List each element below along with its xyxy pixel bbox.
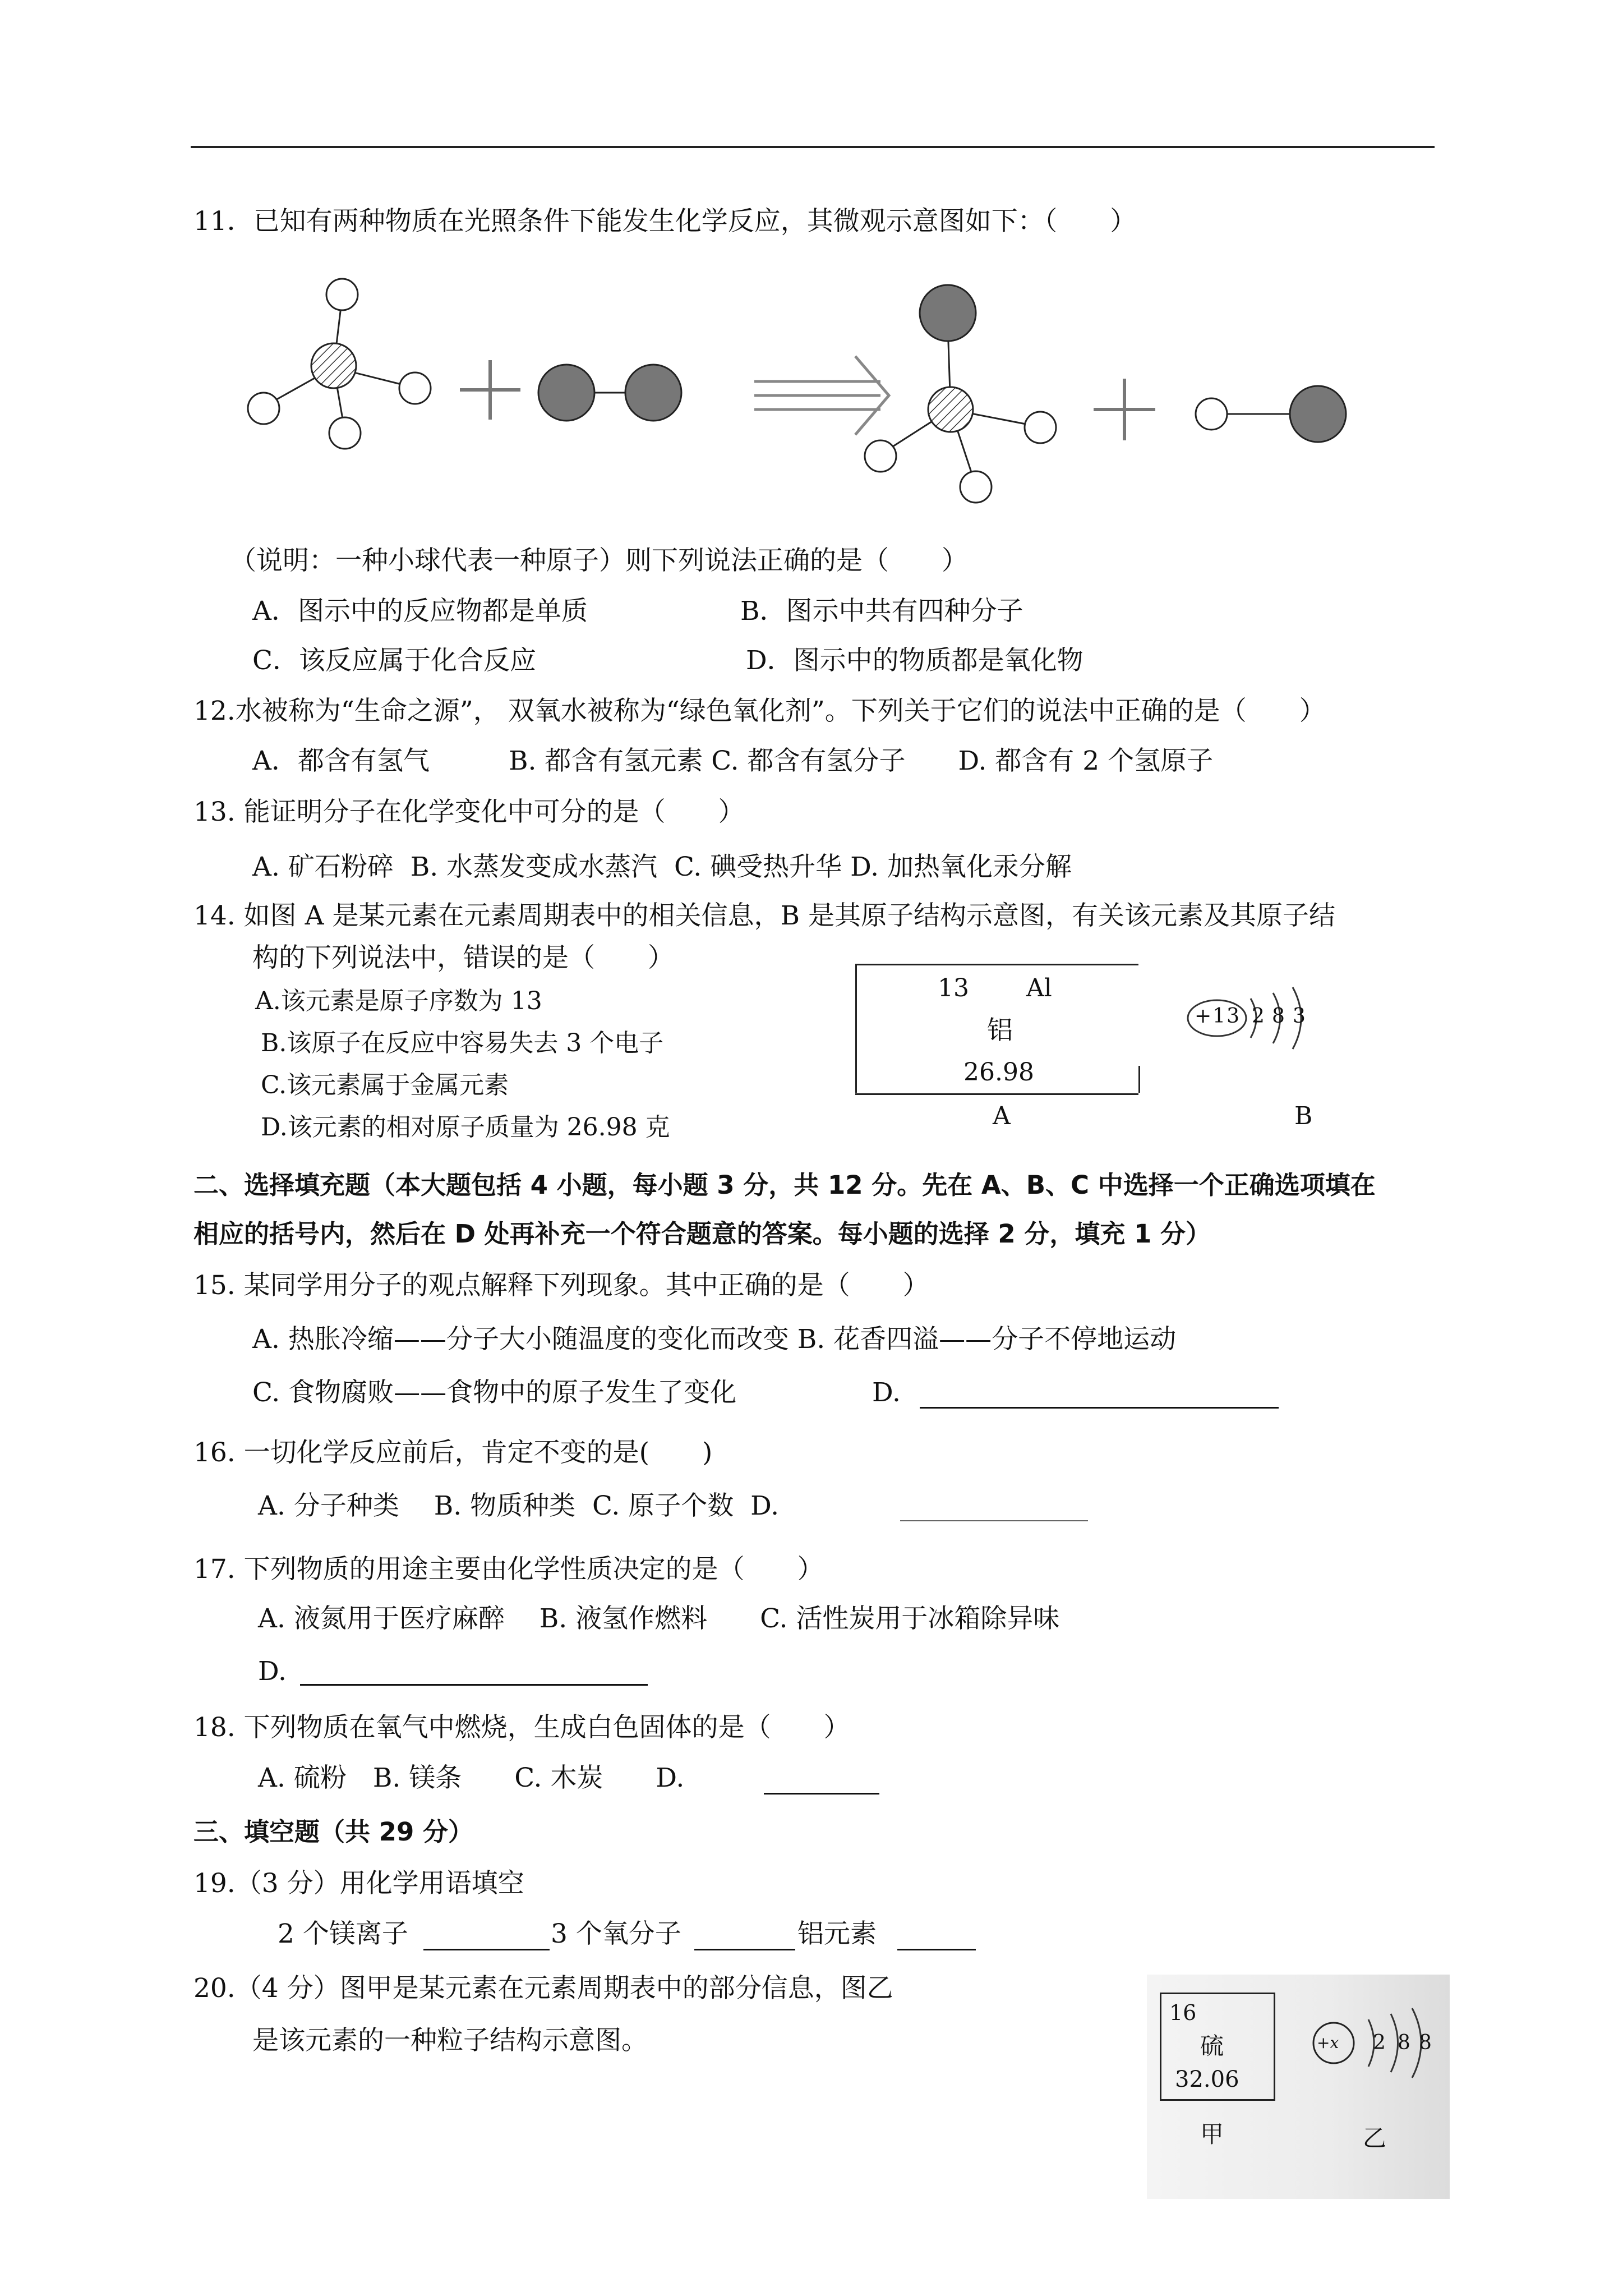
q17-option-d: D. xyxy=(258,1656,287,1687)
figure-label-yi: 乙 xyxy=(1363,2124,1387,2152)
sulfur-atomic-number: 16 xyxy=(1169,2000,1197,2025)
q11-note: （说明：一种小球代表一种原子）则下列说法正确的是（ ） xyxy=(230,545,968,576)
q15-options-line2: C. 食物腐败——食物中的原子发生了变化 xyxy=(252,1377,737,1408)
q15-stem: 15. 某同学用分子的观点解释下列现象。其中正确的是（ ） xyxy=(193,1270,929,1301)
section2-heading-line2: 相应的括号内，然后在 D 处再补充一个符合题意的答案。每小题的选择 2 分，填充 1 分） xyxy=(193,1219,1211,1249)
atomic-number: 13 xyxy=(938,974,969,1002)
plus-sign xyxy=(460,360,520,420)
q14-option-a: A.该元素是原子序数为 13 xyxy=(255,987,542,1015)
q19-prompt-oxygen-molecules: 3 个氧分子 xyxy=(551,1918,681,1949)
shell-3: 3 xyxy=(1293,1005,1306,1028)
nucleus-charge: +13 xyxy=(1195,1005,1241,1028)
q15-answer-blank[interactable] xyxy=(920,1407,1279,1409)
methane-molecule xyxy=(248,279,431,449)
q19-blank-1[interactable] xyxy=(423,1949,550,1950)
q17-answer-blank[interactable] xyxy=(300,1684,648,1686)
hydrogen-chloride-molecule xyxy=(1196,386,1346,442)
q15-option-d: D. xyxy=(872,1377,901,1408)
q19-blank-3[interactable] xyxy=(897,1949,976,1950)
element-symbol: Al xyxy=(1026,974,1052,1002)
q14-stem-line1: 14. 如图 A 是某元素在元素周期表中的相关信息，B 是其原子结构示意图，有关该元素及其原子结 xyxy=(193,900,1335,931)
chlorine-molecule xyxy=(538,365,681,421)
sulfur-atomic-mass: 32.06 xyxy=(1175,2067,1239,2092)
atomic-mass: 26.98 xyxy=(963,1058,1034,1087)
q17-options: A. 液氮用于医疗麻醉 B. 液氢作燃料 C. 活性炭用于冰箱除异味 xyxy=(258,1603,1060,1634)
q14-stem-line2: 构的下列说法中，错误的是（ ） xyxy=(252,942,674,973)
q20-stem-line1: 20.（4 分）图甲是某元素在元素周期表中的部分信息，图乙 xyxy=(193,1973,893,2004)
q14-option-c: C.该元素属于金属元素 xyxy=(261,1071,509,1099)
q12-stem: 12.水被称为“生命之源”， 双氧水被称为“绿色氧化剂”。下列关于它们的说法中正确的是（ ） xyxy=(193,696,1326,726)
q11-option-c: C．该反应属于化合反应 xyxy=(252,645,536,676)
q16-options: A. 分子种类 B. 物质种类 C. 原子个数 D. xyxy=(258,1490,780,1521)
shell-1: 2 xyxy=(1252,1005,1265,1028)
q11-stem: 11．已知有两种物质在光照条件下能发生化学反应，其微观示意图如下：（ ） xyxy=(193,206,1137,237)
q20-stem-line2: 是该元素的一种粒子结构示意图。 xyxy=(252,2025,648,2056)
q14-option-b: B.该原子在反应中容易失去 3 个电子 xyxy=(261,1029,664,1057)
q13-options: A. 矿石粉碎 B. 水蒸发变成水蒸汽 C. 碘受热升华 D. 加热氧化汞分解 xyxy=(252,852,1072,882)
ion-nucleus-charge: +x xyxy=(1317,2033,1339,2052)
q15-options-line1: A. 热胀冷缩——分子大小随温度的变化而改变 B. 花香四溢——分子不停地运动 xyxy=(252,1324,1177,1355)
q18-stem: 18. 下列物质在氧气中燃烧，生成白色固体的是（ ） xyxy=(193,1712,850,1743)
reaction-arrow xyxy=(754,356,889,435)
header-rule xyxy=(191,146,1435,148)
q18-options: A. 硫粉 B. 镁条 C. 木炭 D. xyxy=(258,1763,685,1793)
element-name: 铝 xyxy=(987,1015,1013,1045)
plus-sign xyxy=(1094,379,1155,440)
q18-answer-blank[interactable] xyxy=(764,1793,879,1795)
q12-options: A．都含有氢气 B. 都含有氢元素 C. 都含有氢分子 D. 都含有 2 个氢原子 xyxy=(252,746,1214,776)
sulfur-element-name: 硫 xyxy=(1200,2032,1224,2060)
ion-shell-3: 8 xyxy=(1419,2031,1432,2054)
q16-answer-blank[interactable] xyxy=(900,1520,1088,1521)
ion-shell-1: 2 xyxy=(1373,2031,1386,2054)
q14-option-d: D.该元素的相对原子质量为 26.98 克 xyxy=(261,1113,670,1142)
q19-prompt-aluminium-element: 铝元素 xyxy=(797,1918,877,1949)
figure-label-a: A xyxy=(993,1102,1011,1130)
reaction-diagram xyxy=(236,269,1357,516)
q16-stem: 16. 一切化学反应前后，肯定不变的是( ) xyxy=(193,1437,713,1468)
shell-2: 8 xyxy=(1272,1005,1285,1028)
q19-blank-2[interactable] xyxy=(694,1949,795,1950)
q19-prompt-magnesium-ions: 2 个镁离子 xyxy=(278,1918,408,1949)
q19-stem: 19.（3 分）用化学用语填空 xyxy=(193,1868,524,1899)
ion-shell-2: 8 xyxy=(1398,2031,1410,2054)
q17-stem: 17. 下列物质的用途主要由化学性质决定的是（ ） xyxy=(193,1554,824,1585)
q11-option-d: D．图示中的物质都是氧化物 xyxy=(746,645,1083,676)
q11-option-b: B．图示中共有四种分子 xyxy=(740,596,1023,627)
q13-stem: 13. 能证明分子在化学变化中可分的是（ ） xyxy=(193,797,745,827)
chloromethane-molecule xyxy=(865,285,1056,503)
q11-option-a: A．图示中的反应物都是单质 xyxy=(252,596,588,627)
figure-label-jia: 甲 xyxy=(1200,2120,1224,2148)
figure-label-b: B xyxy=(1294,1102,1313,1130)
section2-heading-line1: 二、选择填充题（本大题包括 4 小题，每小题 3 分，共 12 分。先在 A、B、C 中选择一个正确选项填在 xyxy=(193,1170,1376,1200)
section3-heading: 三、填空题（共 29 分） xyxy=(193,1817,473,1847)
